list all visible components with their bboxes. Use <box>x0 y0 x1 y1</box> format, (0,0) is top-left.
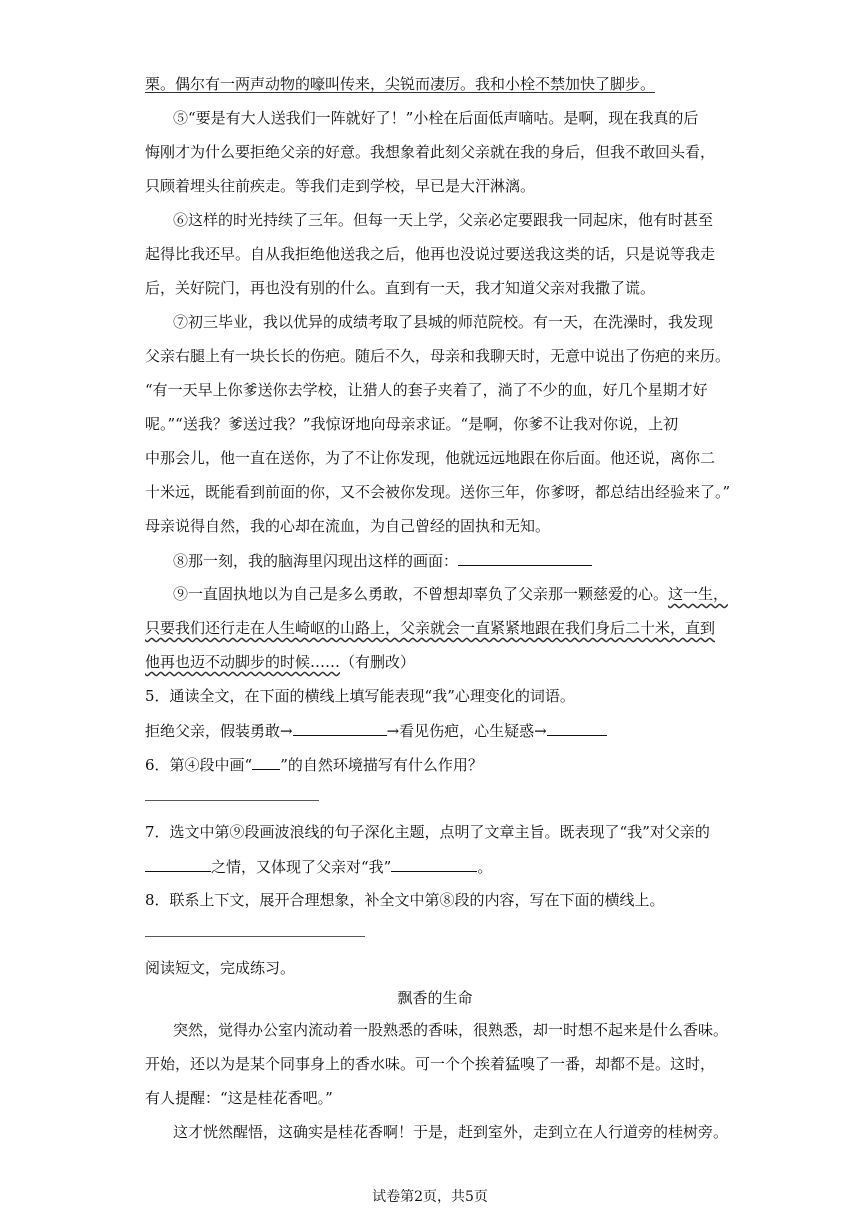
q5-answer-blank-1[interactable] <box>293 720 387 736</box>
question-8: 8．联系上下文，展开合理想象，补全文中第⑧段的内容，写在下面的横线上。 <box>145 891 665 909</box>
passage-line: “有一天早上你爹送你去学校，让猎人的套子夹着了，淌了不少的血，好几个星期才好 <box>145 381 708 399</box>
q7-end: 。 <box>477 858 493 876</box>
q8-answer-line[interactable] <box>145 936 365 937</box>
reading-title: 飘香的生命 <box>397 989 473 1007</box>
passage-line: 父亲右腿上有一块长长的伤疤。随后不久，母亲和我聊天时，无意中说出了伤疤的来历。 <box>145 347 731 365</box>
passage-line: ⑥这样的时光持续了三年。但每一天上学，父亲必定要跟我一同起床，他有时甚至 <box>173 211 714 229</box>
p8-text: ⑧那一刻，我的脑海里闪现出这样的画面： <box>173 552 459 570</box>
passage-line: ⑦初三毕业，我以优异的成绩考取了县城的师范院校。有一天，在洗澡时，我发现 <box>173 313 714 331</box>
q6-text-b: ”的自然环境描写有什么作用？ <box>280 756 483 774</box>
p8-answer-blank[interactable] <box>458 550 592 566</box>
passage-line: 后，关好院门，再也没有别的什么。直到有一天，我才知道父亲对我撒了谎。 <box>145 279 656 297</box>
q6-answer-line[interactable] <box>145 800 319 801</box>
passage-line: 中那会儿，他一直在送你，为了不让你发现，他就远远地跟在你后面。他还说，离你二 <box>145 449 716 467</box>
edit-note: （有删改） <box>340 653 416 671</box>
reading-line: 这才恍然醒悟，这确实是桂花香啊！于是，赶到室外，走到立在人行道旁的桂树旁。 <box>173 1123 729 1141</box>
passage-line: 栗。偶尔有一两声动物的嚎叫传来，尖锐而凄厉。我和小栓不禁加快了脚步。 <box>145 75 656 93</box>
passage-line-p8 <box>173 550 725 571</box>
question-7-answers <box>145 856 725 877</box>
passage-line: 母亲说得自然，我的心却在流血，为自己曾经的固执和无知。 <box>145 517 551 535</box>
q5-middle: →看见伤疤，心生疑惑→ <box>386 722 547 740</box>
q5-prefix: 拒绝父亲，假装勇敢→ <box>145 722 293 740</box>
q6-underline-mark <box>252 754 280 770</box>
q6-text-a: 6．第④段中画“ <box>145 756 253 774</box>
reading-line: 突然，觉得办公室内流动着一股熟悉的香味，很熟悉，却一时想不起来是什么香味。 <box>173 1021 729 1039</box>
q7-middle: 之情，又体现了父亲对“我” <box>211 858 392 876</box>
reading-instruction: 阅读短文，完成练习。 <box>145 959 296 977</box>
reading-line: 有人提醒：“这是桂花香吧。” <box>145 1089 333 1107</box>
q5-answer-blank-2[interactable] <box>547 720 607 736</box>
p9-wavy-text: 这一生， <box>668 585 729 603</box>
question-5: 5．通读全文，在下面的横线上填写能表现“我”心理变化的词语。 <box>145 687 575 705</box>
passage-line <box>145 618 725 638</box>
passage-line-p9 <box>173 584 729 604</box>
page-footer: 试卷第2页，共5页 <box>372 1189 488 1205</box>
passage-line: ⑤“要是有大人送我们一阵就好了！”小栓在后面低声嘀咕。是啊，现在我真的后 <box>173 109 699 127</box>
p9-wavy-text: 他再也迈不动脚步的时候…… <box>145 653 341 671</box>
p9-text: ⑨一直固执地以为自己是多么勇敢，不曾想却辜负了父亲那一颗慈爱的心。 <box>173 585 669 603</box>
passage-line: 起得比我还早。自从我拒绝他送我之后，他再也没说过要送我这类的话，只是说等我走 <box>145 245 716 263</box>
question-6 <box>145 754 725 775</box>
passage-line: 悔刚才为什么要拒绝父亲的好意。我想象着此刻父亲就在我的身后，但我不敢回头看， <box>145 143 716 161</box>
passage-line <box>145 652 725 672</box>
passage-line: 呢。”“送我？爹送过我？”我惊讶地向母亲求证。“是啊，你爹不让我对你说，上初 <box>145 415 679 433</box>
reading-line: 开始，还以为是某个同事身上的香水味。可一个个挨着猛嗅了一番，却都不是。这时， <box>145 1055 716 1073</box>
p9-wavy-text: 只要我们还行走在人生崎岖的山路上，父亲就会一直紧紧地跟在我们身后二十米，直到 <box>145 619 716 637</box>
q7-answer-blank-1[interactable] <box>145 856 211 872</box>
q7-answer-blank-2[interactable] <box>391 856 477 872</box>
passage-line: 只顾着埋头往前疾走。等我们走到学校，早已是大汗淋漓。 <box>145 177 536 195</box>
passage-line: 十米远，既能看到前面的你，又不会被你发现。送你三年，你爹呀，都总结出经验来了。” <box>145 483 731 501</box>
question-7: 7．选文中第⑨段画波浪线的句子深化主题，点明了文章主旨。既表现了“我”对父亲的 <box>145 823 710 841</box>
question-5-answers <box>145 720 725 741</box>
